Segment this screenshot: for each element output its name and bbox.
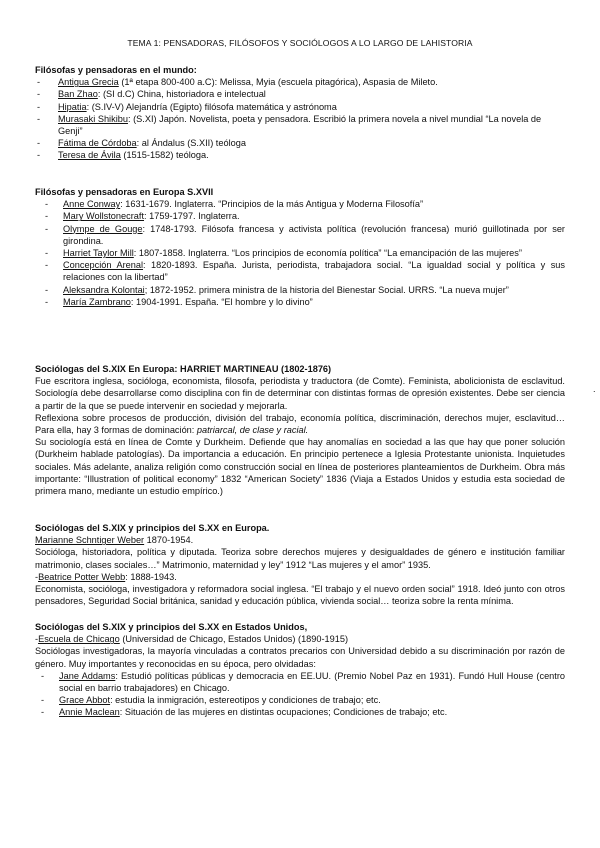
item-text: : al Ándalus (S.XII) teóloga	[136, 138, 246, 149]
section-heading: Sociólogas del S.XIX y principios del S.XX en Europa.	[35, 523, 270, 533]
school-name: Escuela de Chicago	[38, 634, 120, 645]
thinkers-list	[35, 76, 565, 161]
person-name: Beatrice Potter Webb	[38, 571, 126, 582]
person-name: Antigua Grecia	[58, 77, 119, 88]
person-name: Harriet Taylor Mill	[63, 248, 134, 259]
section-heading: Filósofas y pensadoras en Europa S.XVII	[35, 187, 214, 197]
margin-mark: .	[593, 384, 596, 394]
person-name: Anne Conway	[63, 199, 121, 210]
paragraph	[35, 412, 565, 436]
section-heading: Sociólogas del S.XIX En Europa: HARRIET MARTINEAU (1802-1876)	[35, 364, 332, 374]
list-item	[35, 247, 565, 259]
section-heading: Filósofas y pensadoras en el mundo:	[35, 65, 197, 75]
list-item	[35, 198, 565, 210]
item-text: : 1748-1793. Filósofa francesa y activista política (revolución francesa) murió guillotinada por ser girondina.	[63, 223, 565, 246]
person-name: Teresa de Ávila	[58, 150, 121, 161]
list-item	[35, 694, 565, 706]
item-text: : estudia la inmigración, estereotipos y condiciones de trabajo; etc.	[110, 695, 381, 706]
person-name: Mary Wollstonecraft	[63, 211, 145, 222]
school-line	[35, 633, 565, 645]
section-martineau	[35, 363, 565, 497]
item-text: : 1820-1893. España. Jurista, periodista, trabajadora social. “La igualdad social y política y sus relaciones con la libertad”	[63, 260, 565, 283]
list-item	[35, 149, 565, 161]
person-name: Murasaki Shikibu	[58, 113, 128, 124]
item-text: : (SI d.C) China, historiadora e intelectual	[97, 89, 266, 100]
section-europe-xvii	[35, 186, 565, 308]
paragraph: Su sociología está en línea de Comte y Durkheim. Defiende que hay anomalías en sociedad a las que hay que poner solución (Durkheim hablade patologías). Da importancia a educación. En principio pertenece a Iglesia Protestante unionista. Inquietudes sociales. Más adelante, analiza religión como construcción social en línea de posteriores planteamientos de Durkheim. Obra más importante: “Illustration of political economy” 1832 “American Society” 1836 (Viaja a Estados Unidos y estudia esta sociedad de primera mano, mediante un estudio empírico.)	[35, 437, 565, 497]
person-line	[35, 534, 565, 546]
paragraph-text: Reflexiona sobre procesos de producción, división del trabajo, economía política, discriminación, derechos mujer, esclavitud… Para ella, hay 3 formas de dominación:	[35, 412, 565, 436]
person-name: Aleksandra Kolontai	[63, 284, 145, 295]
section-world-thinkers	[35, 64, 565, 162]
person-name: Hipatia	[58, 101, 87, 112]
item-text: : (S.IV-V) Alejandría (Egipto) filósofa matemática y astrónoma	[86, 101, 337, 112]
person-name: María Zambrano	[63, 296, 131, 307]
dash: -	[35, 634, 39, 645]
person-name: Olympe de Gouge	[63, 223, 143, 234]
dash: -	[35, 571, 39, 582]
item-text: : 1631-1679. Inglaterra. “Principios de la más Antigua y Moderna Filosofía”	[120, 199, 424, 210]
item-text: (1515-1582) teóloga.	[120, 150, 209, 161]
item-text: : (S.XI) Japón. Novelista, poeta y pensadora. Escribió la primera novela a nivel mundial “La novela de Genji”	[58, 113, 542, 137]
section-usa	[35, 621, 565, 719]
person-name: Marianne Schntiger Weber	[35, 535, 145, 546]
list-item	[35, 670, 565, 694]
person-name: Annie Maclean	[59, 707, 120, 718]
list-item	[35, 113, 565, 137]
list-item	[35, 101, 565, 113]
paragraph-text: Socióloga, historiadora, política y diputada. Teoriza sobre derechos mujeres y desigualdades de género e institución familiar matrimonio, clases sociales…” Matrimonio, maternidad y ley” 1912 “Las mujeres y el amor” 1935.	[35, 547, 565, 570]
school-text: (Universidad de Chicago, Estados Unidos) (1890-1915)	[119, 634, 349, 645]
person-name: Concepción Arenal	[63, 260, 144, 271]
person-dates: : 1888-1943.	[125, 571, 177, 582]
list-item	[35, 137, 565, 149]
person-name: Grace Abbot	[59, 695, 111, 706]
list-item	[35, 284, 565, 296]
item-text: : 1759-1797. Inglaterra.	[144, 211, 240, 222]
list-item	[35, 223, 565, 247]
dominance-forms: patriarcal, de clase y racial.	[196, 425, 309, 436]
page-title: TEMA 1: PENSADORAS, FILÓSOFOS Y SOCIÓLOGOS A LO LARGO DE LAHISTORIA	[127, 38, 473, 48]
thinkers-list	[35, 198, 565, 308]
item-text: (1ª etapa 800-400 a.C): Melissa, Myia (escuela pitagórica), Aspasia de Mileto.	[118, 77, 438, 88]
paragraph: Fue escritora inglesa, socióloga, economista, filosofa, periodista y traductora (de Comte). Feminista, abolicionista de esclavitud. Sociología debe desarrollarse como disciplina con fin de determinar con distintas formas de opresión existentes. Debe ser ciencia a partir de la que se puede intervenir en sociedad y mejorarla.	[35, 376, 565, 411]
section-europe-xix-xx	[35, 522, 565, 607]
person-name: Jane Addams	[59, 670, 116, 681]
list-item	[35, 296, 565, 308]
item-text: : Situación de las mujeres en distintas ocupaciones; Condiciones de trabajo; etc.	[119, 707, 448, 718]
item-text: : 1904-1991. España. “El hombre y lo divino”	[130, 296, 313, 307]
list-item	[35, 88, 565, 100]
item-text: ; 1872-1952. primera ministra de la historia del Bienestar Social. URRS. “La nueva mujer”	[144, 284, 509, 295]
person-name: Fátima de Córdoba	[58, 138, 137, 149]
item-text: : 1807-1858. Inglaterra. “Los principios de economía política” “La emancipación de las mujeres”	[133, 248, 522, 259]
paragraph	[35, 546, 565, 583]
list-item	[35, 210, 565, 222]
person-name: Ban Zhao	[58, 89, 98, 100]
paragraph: Sociólogas investigadoras, la mayoría vinculadas a contratos precarios con Universidad debido a su discriminación por razón de género. Muy importantes y reconocidas en su época, pero olvidadas:	[35, 646, 565, 669]
sociologists-list	[35, 670, 565, 719]
paragraph: Economista, socióloga, investigadora y reformadora social inglesa. “El trabajo y el nuevo orden social” 1918. Ideó junto con otros pensadores, Seguridad Social británica, sanidad y educación pública, vivienda social… teoriza sobre la renta mínima.	[35, 584, 565, 607]
list-item	[35, 259, 565, 283]
list-item	[35, 76, 565, 88]
list-item	[35, 706, 565, 718]
section-heading: Sociólogas del S.XIX y principios del S.XX en Estados Unidos,	[35, 622, 308, 632]
person-dates: 1870-1954.	[144, 535, 194, 546]
item-text: : Estudió políticas públicas y democracia en EE.UU. (Premio Nobel Paz en 1931). Fundó Hull House (centro social en barrio trabajadores) en Chicago.	[59, 670, 566, 694]
